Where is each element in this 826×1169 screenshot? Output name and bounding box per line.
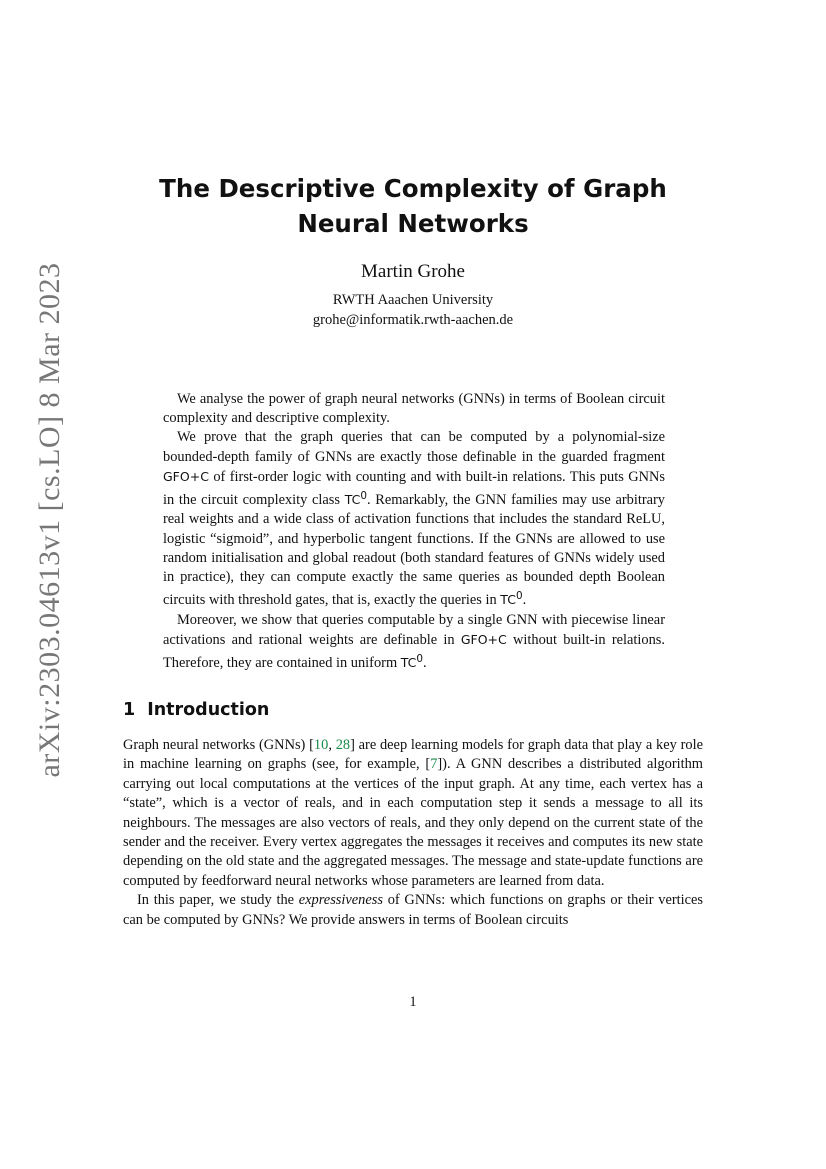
email: grohe@informatik.rwth-aachen.de (312, 312, 514, 328)
abstract-paragraph-3: Moreover, we show that queries computable by a single GNN with piecewise linear activations and rational weights are definable in GFO+C without built-in relations. Therefore, they are contained in uniform $TC^0$. (163, 611, 665, 672)
title-line-1: The Descriptive Complexity of Graph (159, 174, 667, 203)
arxiv-identifier: arXiv:2303.04613v1 [cs.LO] 8 Mar 2023 (33, 262, 66, 778)
abstract-paragraph-1: We analyse the power of graph neural networks (GNNs) in terms of Boolean circuit complexity and descriptive complexity. (163, 391, 665, 427)
author-affiliation-block (123, 290, 703, 330)
citation-7[interactable]: 7 (430, 756, 438, 773)
abstract (163, 390, 665, 673)
logic-gfoc: GFO+C (163, 468, 209, 484)
class-tc0: $TC^0$ (400, 652, 424, 671)
paper-title (123, 171, 703, 241)
section-title: Introduction (147, 700, 270, 720)
citation-28[interactable]: 28 (335, 737, 351, 753)
intro-paragraph-1: Graph neural networks (GNNs) [10, 28] are deep learning models for graph data that play a key role in machine learning on graphs (see, for example, [7]). A GNN describes a distributed algorithm carrying out local computations at the vertices of the input graph. At any time, each vertex has a “state”, which is a vector of reals, and in each computation step it sends a message to all its neighbours. The messages are also vectors of reals, and they only depend on the current state of the sender and the receiver. Every vertex aggregates the messages it receives and computes its new state depending on the old state and the aggregated messages. The message and state-update functions are computed by feedforward neural networks whose parameters are learned from data. (123, 737, 703, 889)
class-tc0: $TC^0$ (344, 490, 367, 508)
affiliation: RWTH Aaachen University (332, 292, 494, 308)
introduction-text (123, 736, 703, 930)
title-line-2: Neural Networks (297, 209, 529, 238)
intro-paragraph-2: In this paper, we study the expressiveness of GNNs: which functions on graphs or their vertices can be computed by GNNs? We provide answers in terms of Boolean circuits (123, 892, 703, 928)
abstract-paragraph-2: We prove that the graph queries that can be computed by a polynomial-size bounded-depth family of GNNs are exactly those definable in the guarded fragment GFO+C of first-order logic with counting and with built-in relations. This puts GNNs in the circuit complexity class $TC^0$. Remarkably, the GNN families may use arbitrary real weights and a wide class of activation functions that includes the standard ReLU, logistic “sigmoid”, and hyperbolic tangent functions. If the GNNs are allowed to use random initialisation and global readout (both standard features of GNNs widely used in practice), they can compute exactly the same queries as bounded depth Boolean circuits with threshold gates, that is, exactly the queries in $TC^0$. (163, 429, 665, 609)
page-number: 1 (409, 994, 417, 1010)
class-tc0: $TC^0$ (500, 590, 523, 608)
section-heading-introduction (123, 700, 269, 720)
logic-gfoc: GFO+C (460, 631, 507, 647)
author-name: Martin Grohe (361, 261, 465, 282)
citation-10[interactable]: 10 (313, 737, 329, 753)
section-number: 1 (123, 700, 136, 720)
